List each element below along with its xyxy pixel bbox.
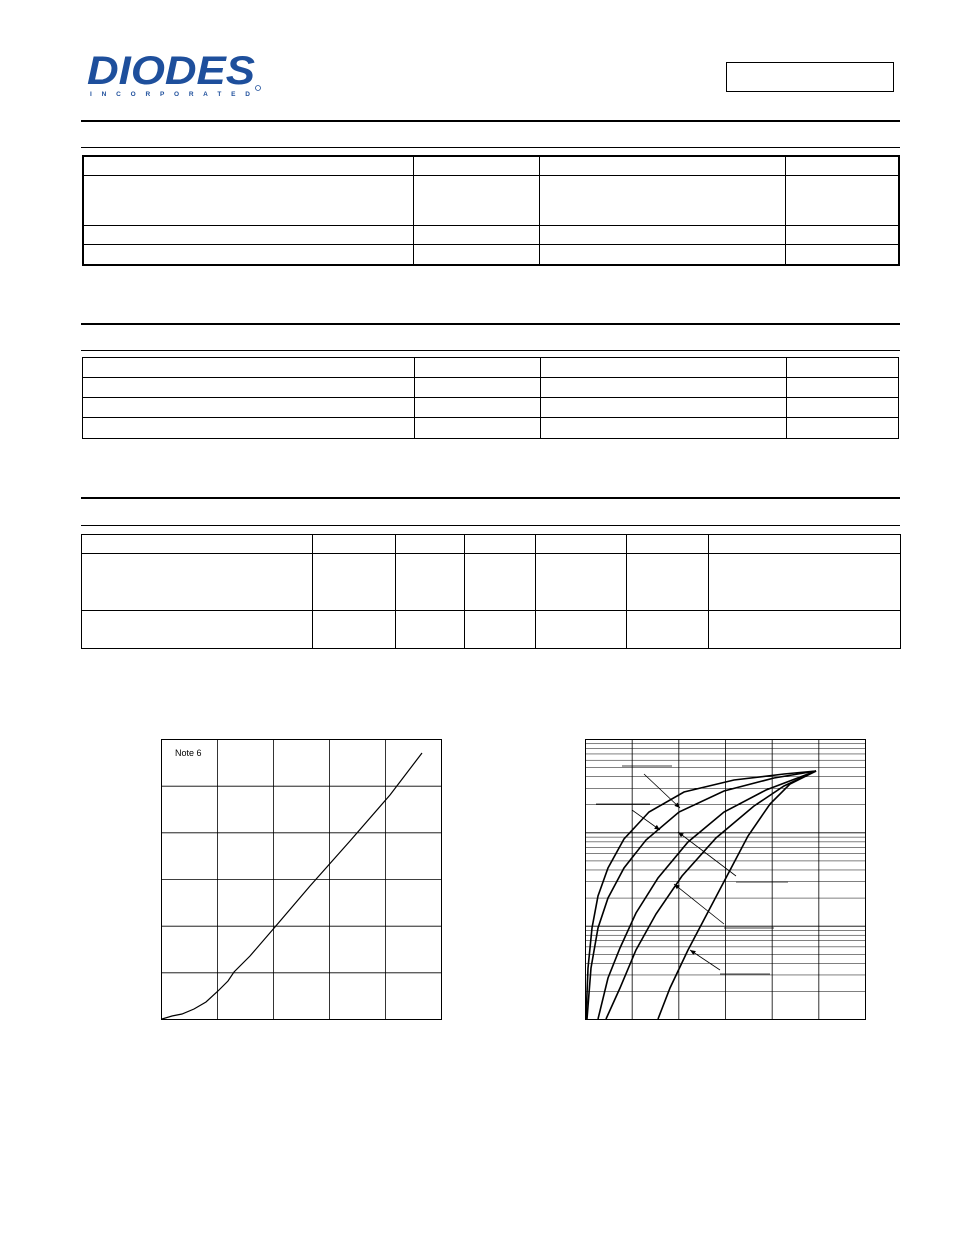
table-row: [83, 418, 899, 439]
table-row: [82, 611, 901, 649]
part-number-box: [726, 62, 894, 92]
logo-wordmark: DIODES: [87, 50, 256, 93]
figure-left-curve: [162, 753, 422, 1019]
table-row: [83, 225, 899, 244]
section-rule-top-2: [81, 323, 900, 325]
leader-line: [678, 832, 736, 876]
section-rule-bottom-2: [81, 350, 900, 351]
section-rule-top-3: [81, 497, 900, 499]
table-row: [83, 175, 899, 225]
data-curve: [586, 771, 816, 1019]
maximum-ratings-table: [82, 155, 900, 266]
section-rule-bottom-1: [81, 147, 900, 148]
table-header-row: [82, 535, 901, 554]
table-row: [83, 244, 899, 265]
section-rule-bottom-3: [81, 525, 900, 526]
leader-line: [644, 774, 680, 808]
data-curve: [587, 771, 816, 1019]
data-curve: [598, 771, 816, 1019]
leader-line: [674, 884, 724, 924]
thermal-characteristics-table: [82, 357, 899, 439]
data-curve: [658, 771, 816, 1019]
table-header-row: [83, 358, 899, 378]
data-curve: [606, 771, 816, 1019]
section-rule-top-1: [81, 120, 900, 122]
figure-right-graph: [584, 738, 868, 1022]
figure-right-curves: [586, 771, 816, 1019]
table-row: [83, 378, 899, 398]
registered-mark-icon: [256, 86, 261, 91]
grid-lines: [162, 740, 442, 1020]
company-logo: [86, 50, 266, 100]
note-label: Note 6: [175, 748, 202, 758]
table-header-row: [83, 156, 899, 175]
figure-left-graph: [160, 738, 444, 1022]
table-row: [82, 554, 901, 611]
arrow-head-icon: [654, 825, 660, 830]
electrical-characteristics-table: [81, 534, 901, 649]
table-row: [83, 398, 899, 418]
logo-subtext: I N C O R P O R A T E D: [90, 91, 250, 98]
